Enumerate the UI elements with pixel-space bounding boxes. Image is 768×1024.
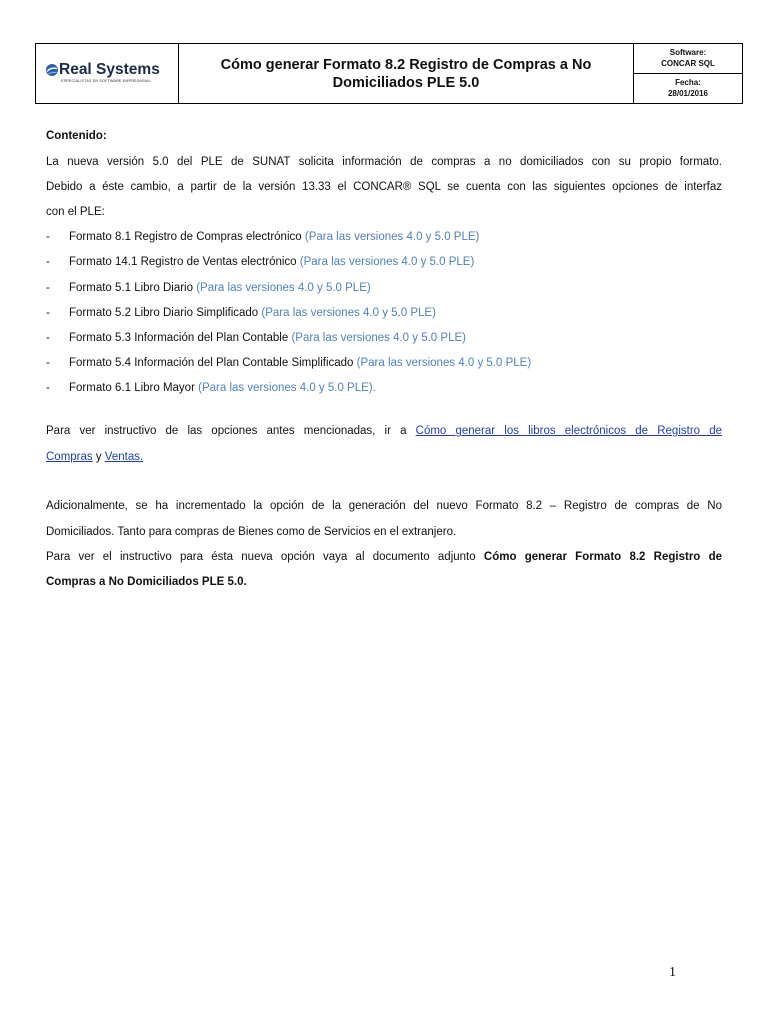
- list-bullet: -: [46, 306, 50, 319]
- format-version-note: (Para las versiones 4.0 y 5.0 PLE).: [198, 382, 376, 395]
- list-item: [46, 301, 722, 326]
- brand-name: Real Systems: [59, 61, 160, 78]
- contents-section: [46, 124, 722, 401]
- date-label: Fecha:: [675, 78, 701, 87]
- format-label: Formato 6.1 Libro Mayor: [69, 382, 195, 395]
- list-item: [46, 376, 722, 401]
- list-item: [46, 276, 722, 301]
- intro-line-2: Debido a éste cambio, a partir de la versión 13.33 el CONCAR® SQL se cuenta con las siguientes opciones de interfaz: [46, 180, 722, 193]
- list-item: [46, 250, 722, 275]
- format-label: Formato 5.3 Información del Plan Contable: [69, 331, 289, 344]
- software-label: Software:: [669, 48, 707, 57]
- list-bullet: -: [46, 331, 50, 344]
- list-item: [46, 351, 722, 376]
- additional-line-1: Adicionalmente, se ha incrementado la opción de la generación del nuevo Formato 8.2 – Registro de compras de No: [46, 500, 722, 513]
- software-value: CONCAR SQL: [661, 58, 715, 68]
- list-bullet: -: [46, 357, 50, 370]
- globe-icon: [46, 64, 58, 76]
- format-label: Formato 5.2 Libro Diario Simplificado: [69, 306, 259, 319]
- format-label: Formato 5.4 Información del Plan Contable Simplificado: [69, 357, 354, 370]
- format-version-note: (Para las versiones 4.0 y 5.0 PLE): [196, 281, 371, 294]
- list-bullet: -: [46, 382, 50, 395]
- document-title-line-2: Domiciliados PLE 5.0: [332, 74, 480, 91]
- list-bullet: -: [46, 256, 50, 269]
- logo-cell: [36, 44, 179, 103]
- contents-heading: Contenido:: [46, 130, 107, 143]
- format-version-note: (Para las versiones 4.0 y 5.0 PLE): [304, 231, 480, 244]
- instructions-connector: y: [92, 450, 105, 463]
- page-number: 1: [669, 965, 676, 980]
- instructions-section: [46, 419, 722, 469]
- instructions-prefix: Para ver instructivo de las opciones antes mencionadas, ir a: [46, 425, 416, 438]
- format-label: Formato 5.1 Libro Diario: [69, 281, 193, 294]
- additional-section: [46, 494, 722, 595]
- instructions-line-1: [46, 419, 722, 444]
- link-registro-compras[interactable]: Compras: [46, 450, 93, 463]
- format-version-note: (Para las versiones 4.0 y 5.0 PLE): [261, 306, 436, 319]
- format-version-note: (Para las versiones 4.0 y 5.0 PLE): [291, 331, 466, 344]
- additional-line-3-prefix: Para ver el instructivo para ésta nueva opción vaya al documento adjunto: [46, 550, 484, 563]
- format-label: Formato 8.1 Registro de Compras electrónico: [69, 231, 302, 244]
- date-info: [634, 73, 742, 103]
- format-label: Formato 14.1 Registro de Ventas electrónico: [69, 256, 297, 269]
- link-registro-ventas[interactable]: Ventas.: [104, 450, 144, 463]
- format-version-note: (Para las versiones 4.0 y 5.0 PLE): [299, 256, 475, 269]
- document-title-line-1: Cómo generar Formato 8.2 Registro de Compras a No: [220, 56, 592, 73]
- instructions-line-2: [46, 445, 722, 470]
- list-item: [46, 326, 722, 351]
- list-bullet: -: [46, 231, 50, 244]
- attached-document-title-end: Compras a No Domiciliados PLE 5.0.: [46, 575, 247, 588]
- document-title: [179, 44, 634, 103]
- intro-line-1: La nueva versión 5.0 del PLE de SUNAT solicita información de compras a no domiciliados con su propio formato.: [46, 155, 722, 168]
- link-libros-electronicos-registro[interactable]: Cómo generar los libros electrónicos de Registro de: [415, 425, 722, 438]
- date-value: 28/01/2016: [667, 88, 709, 98]
- software-info: [634, 44, 742, 73]
- intro-line-3: con el PLE:: [46, 205, 105, 218]
- list-item: [46, 225, 722, 250]
- meta-cell: [634, 44, 742, 103]
- brand-tagline: ESPECIALISTAS EN SOFTWARE EMPRESARIAL: [61, 79, 151, 83]
- format-version-note: (Para las versiones 4.0 y 5.0 PLE): [356, 357, 532, 370]
- additional-line-2: Domiciliados. Tanto para compras de Bienes como de Servicios en el extranjero.: [46, 525, 457, 538]
- document-header: [35, 43, 743, 104]
- additional-line-3: [46, 545, 722, 570]
- attached-document-title: Cómo generar Formato 8.2 Registro de: [483, 550, 723, 563]
- list-bullet: -: [46, 281, 50, 294]
